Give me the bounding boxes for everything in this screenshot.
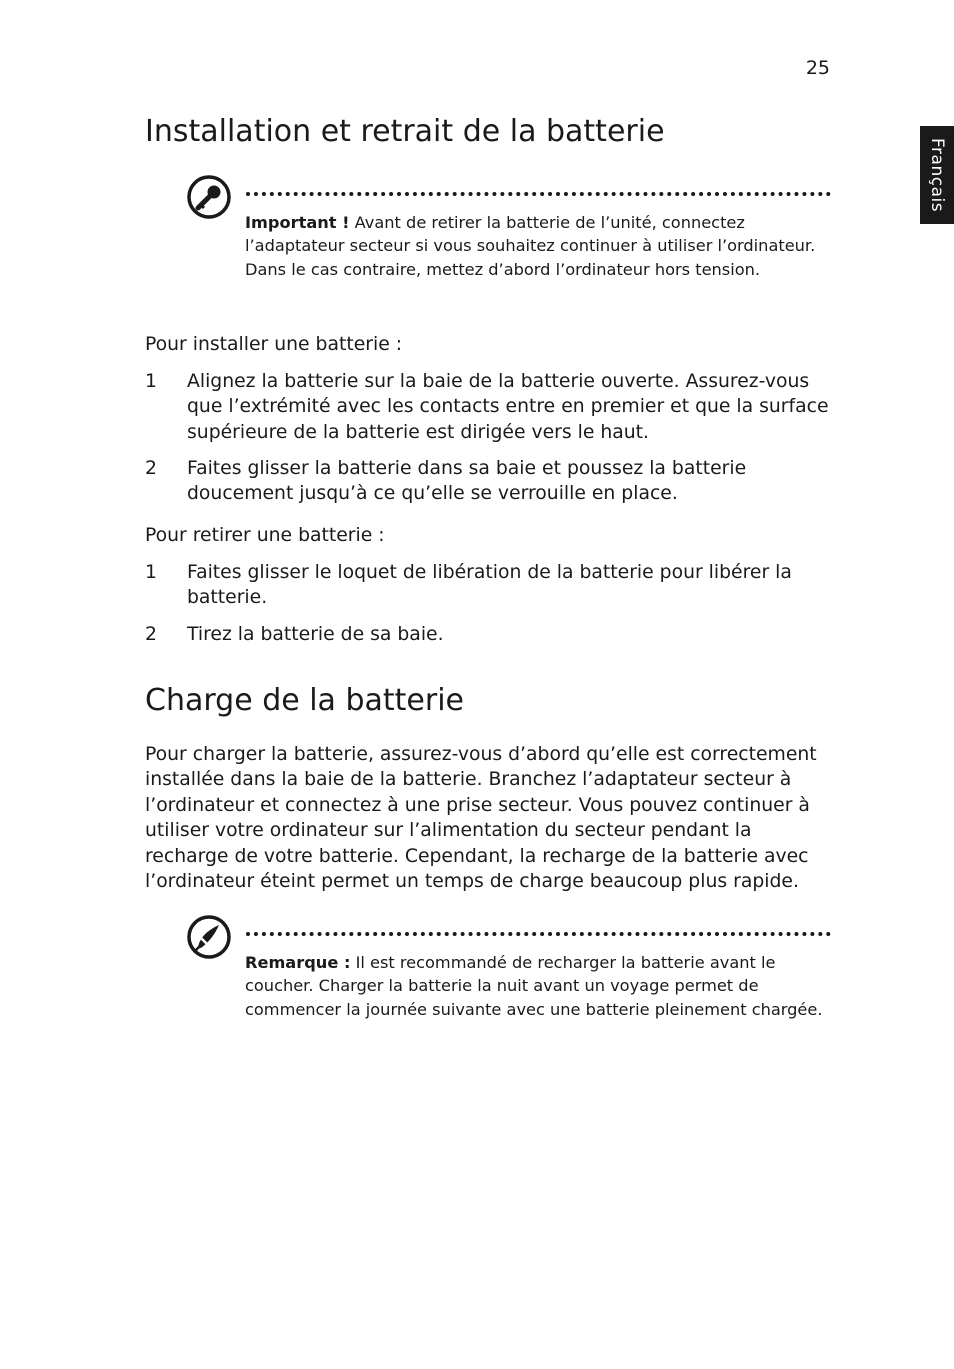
note-divider [246, 932, 831, 936]
install-step-2 [145, 456, 835, 508]
remove-step-1 [145, 560, 835, 612]
language-tab-label: Français [927, 137, 947, 213]
remark-note-text [245, 951, 831, 1021]
section-title-charge: Charge de la batterie [145, 683, 465, 718]
step-text: Faites glisser la batterie dans sa baie et poussez la batterie doucement jusqu’à ce qu’elle se verrouille en place. [187, 458, 747, 505]
remove-intro: Pour retirer une batterie : [145, 525, 385, 546]
important-label: Important ! [245, 213, 350, 232]
remark-note [186, 914, 831, 1054]
section-title-installation: Installation et retrait de la batterie [145, 114, 665, 149]
page-number: 25 [805, 57, 830, 79]
charge-body: Pour charger la batterie, assurez-vous d’abord qu’elle est correctement installée dans la baie de la batterie. Branchez l’adaptateur secteur à l’ordinateur et connectez à une prise secteur. Vous pouvez continuer à utiliser votre ordinateur sur l’alimentation du secteur pendant la recharge de votre batterie. Cependant, la recharge de la batterie avec l’ordinateur éteint permet un temps de charge beaucoup plus rapide. [145, 744, 817, 893]
language-tab [920, 126, 954, 224]
key-icon [186, 174, 232, 220]
important-body: Avant de retirer la batterie de l’unité, connectez l’adaptateur secteur si vous souhaitez continuer à utiliser l’ordinateur. Dans le cas contraire, mettez d’abord l’ordinateur hors tension. [245, 213, 816, 279]
important-note [186, 174, 831, 314]
important-note-text [245, 211, 831, 281]
remark-body: Il est recommandé de recharger la batterie avant le coucher. Charger la batterie la nuit avant un voyage permet de commencer la journée suivante avec une batterie pleinement chargée. [245, 953, 823, 1019]
install-intro: Pour installer une batterie : [145, 334, 403, 355]
remove-step-2 [145, 622, 835, 648]
note-divider [246, 192, 831, 196]
step-number: 2 [145, 624, 157, 645]
step-text: Faites glisser le loquet de libération de la batterie pour libérer la batterie. [187, 562, 792, 609]
remark-label: Remarque : [245, 953, 351, 972]
step-number: 2 [145, 458, 157, 479]
pen-note-icon [186, 914, 232, 960]
step-number: 1 [145, 562, 157, 583]
step-text: Alignez la batterie sur la baie de la batterie ouverte. Assurez-vous que l’extrémité avec les contacts entre en premier et que la surface supérieure de la batterie est dirigée vers le haut. [187, 371, 829, 443]
step-text: Tirez la batterie de sa baie. [187, 624, 444, 645]
install-step-1 [145, 369, 835, 445]
step-number: 1 [145, 371, 157, 392]
